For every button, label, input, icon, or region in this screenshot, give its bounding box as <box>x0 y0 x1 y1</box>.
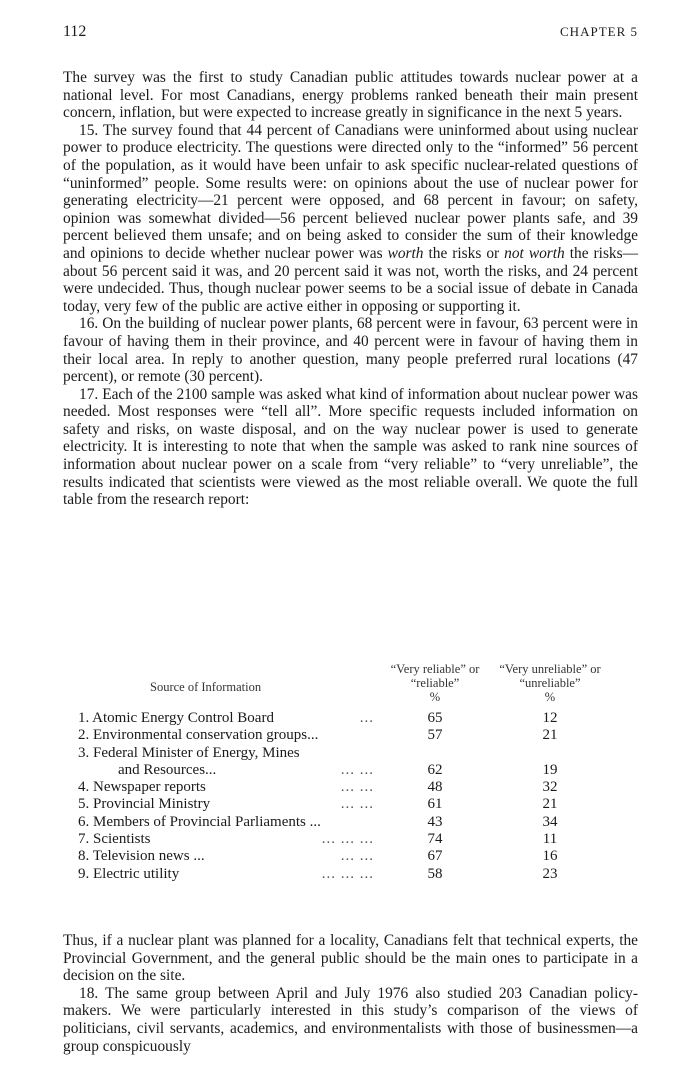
paragraph-18: 18. The same group between April and July 1976 also studied 203 Canadian policy-makers. We were particularly interested in this study’s comparison of the views of politicians, civil servants, academics, and environmentalists with those of businessmen—a group conspicuously <box>63 984 638 1055</box>
leader-dots: ... <box>359 710 374 726</box>
unreliable-percent: 19 <box>542 761 558 778</box>
unreliable-percent: 12 <box>542 710 558 726</box>
leader-dots: ... ... ... <box>321 865 374 882</box>
source-label: and Resources... <box>118 761 217 778</box>
leader-dots: ... ... <box>340 796 374 813</box>
column-header-unreliable: “Very unreliable” or “unreliable” <box>499 662 601 690</box>
reliable-percent: 65 <box>427 710 443 726</box>
unreliable-percent: 16 <box>542 848 558 865</box>
page-number: 112 <box>63 23 87 40</box>
reliability-table <box>78 660 638 883</box>
leader-dots: ... ... <box>340 779 374 796</box>
percent-symbol: % <box>429 690 441 704</box>
paragraph-15: 15. The survey found that 44 percent of Canadians were uninformed about using nuclear power to produce electricity. The questions were directed only to the “informed” 56 percent of the population, as it would have been unfair to ask specific nuclear-related questions of “uninformed” people. Some results were: on opinions about the use of nuclear power for generating electricity—21 percent were opposed, and 68 percent in favour; on safety, opinion was somewhat divided—56 percent believed nuclear power plants safe, and 39 percent believed them unsafe; and on being asked to consider the sum of their knowledge and opinions to decide whether nuclear power was worth the risks or not worth the risks—about 56 percent said it was, and 20 percent said it was not, worth the risks, and 24 percent were undecided. Thus, though nuclear power seems to be a social issue of debate in Canada today, very few of the public are active either in opposing or supporting it. <box>63 121 639 315</box>
body-text-bottom <box>63 932 638 1055</box>
table-row <box>78 745 638 762</box>
table-row <box>78 866 638 883</box>
source-label: 3. Federal Minister of Energy, Mines <box>78 744 300 761</box>
table-row <box>78 848 638 865</box>
page-header <box>63 20 638 44</box>
table-body <box>78 710 638 883</box>
reliable-percent: 67 <box>427 848 443 865</box>
chapter-title: CHAPTER 5 <box>560 24 638 39</box>
table-header <box>78 660 638 710</box>
source-label: 8. Television news ... <box>78 848 205 865</box>
table-row <box>78 779 638 796</box>
reliable-percent: 74 <box>427 831 443 848</box>
reliable-percent: 43 <box>427 813 443 830</box>
source-label: 9. Electric utility <box>78 865 180 882</box>
table-row <box>78 710 638 727</box>
leader-dots: ... ... <box>340 848 374 865</box>
percent-symbol: % <box>544 690 556 704</box>
column-header-reliable: “Very reliable” or “reliable” <box>390 662 480 690</box>
leader-dots: ... ... ... <box>321 831 374 848</box>
table-row <box>78 727 638 744</box>
table-row <box>78 762 638 779</box>
body-text-top <box>63 69 638 509</box>
source-label: 1. Atomic Energy Control Board <box>78 710 274 726</box>
reliable-percent: 48 <box>427 779 443 796</box>
unreliable-percent: 11 <box>542 831 558 848</box>
table-row <box>78 796 638 813</box>
unreliable-percent: 21 <box>542 796 558 813</box>
unreliable-percent: 32 <box>542 779 558 796</box>
column-header-source: Source of Information <box>150 680 262 694</box>
source-label: 2. Environmental conservation groups... <box>78 727 319 744</box>
reliable-percent: 57 <box>427 727 443 744</box>
paragraph-intro: The survey was the first to study Canadian public attitudes towards nuclear power at a national level. For most Canadians, energy problems ranked beneath their main present concern, inflation, but were expected to increase greatly in significance in the next 5 years. <box>63 69 638 122</box>
unreliable-percent: 21 <box>542 727 558 744</box>
source-label: 7. Scientists <box>78 831 151 848</box>
reliable-percent: 62 <box>427 761 443 778</box>
table-row <box>78 814 638 831</box>
reliable-percent: 61 <box>427 796 443 813</box>
paragraph-conclusion: Thus, if a nuclear plant was planned for a locality, Canadians felt that technical experts, the Provincial Government, and the general public should be the main ones to participate in a decision on the site. <box>63 932 638 985</box>
source-label: 6. Members of Provincial Parliaments ... <box>78 813 321 830</box>
unreliable-percent: 34 <box>542 813 558 830</box>
source-label: 5. Provincial Ministry <box>78 796 211 813</box>
leader-dots: ... ... <box>340 761 374 778</box>
source-label: 4. Newspaper reports <box>78 779 206 796</box>
reliable-percent: 58 <box>427 865 443 882</box>
paragraph-16: 16. On the building of nuclear power plants, 68 percent were in favour, 63 percent were in favour of having them in their province, and 40 percent were in favour of having them in their local area. In reply to another question, many people preferred rural locations (47 percent), or remote (30 percent). <box>63 315 638 386</box>
table-row <box>78 831 638 848</box>
unreliable-percent: 23 <box>542 865 558 882</box>
paragraph-17: 17. Each of the 2100 sample was asked what kind of information about nuclear power was needed. Most responses were “tell all”. More specific requests included information on safety and risks, on waste disposal, and on the way nuclear power is used to generate electricity. It is interesting to note that when the sample was asked to rank nine sources of information about nuclear power on a scale from “very reliable” to “very unreliable”, the results indicated that scientists were viewed as the most reliable overall. We quote the full table from the research report: <box>63 385 638 509</box>
